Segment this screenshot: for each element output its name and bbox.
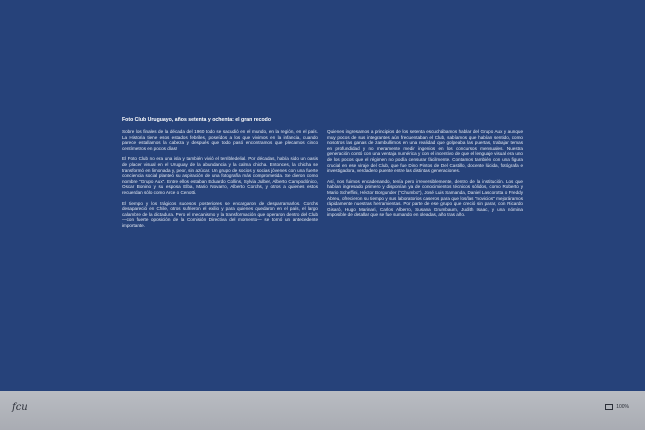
- zoom-label: 100%: [616, 404, 629, 410]
- bottom-toolbar: [0, 391, 645, 430]
- paragraph: El Foto Club no era una isla y también vivió el terribledelial. Por décadas, había sido un oasis de placer visual en el Uruguay de la abundancia y la calma chicha. Entonces, la chicha se transformó en limonada y, peor, sin azúcar. Un grupo de socios y socias jóvenes con una fuerte conciencia social planteó su aspiración de una fotografía más comprometida. Se dieron como nombre "Grupo Aux". Entre ellos estaban Eduardo Collins, Sylvia Julber, Alberto Campodónico, Oscar Bonino y su esposa Elba, Mario Novarro, Alberto Corchs, y otros a quienes estos recuerdan sólo como Arce o Cenotti.: [122, 156, 318, 195]
- left-column: [122, 129, 318, 234]
- zoom-control[interactable]: [605, 404, 629, 410]
- paragraph: Así, nos fuimos encadenando, tenía pero irreversiblemente, dentro de la institución. Los que habían ingresado primero y disponían ya de conocimientos técnicos sólidos, como Roberto y Mario Scheffini, Héctor Borgunder ("Chumbo"), José Luis Samanda, Daniel Lascorotta o Freddy Abreu, ofrecieron su tiempo y sus laboratorios caseros para que los/las "novicios" mejoráramos rápidamente nuestras herramientas. Por parte de ese grupo que creció sin parar, con Ricardo Gisaró, Hugo Marinari, Carlos Alberro, Susana Grumbaum, Judith Isaac, y una nómina imposible de detallar que se fue sumando en oleadas, año tras año.: [327, 178, 523, 218]
- right-column: [327, 129, 523, 223]
- article-title: Foto Club Uruguayo, años setenta y ochenta: el gran recodo: [122, 117, 272, 123]
- fit-page-icon: [605, 404, 613, 410]
- paragraph: El tiempo y los trágicos sucesos posteriores se encargaron de desparramarlos. Corchs desapareció en Chile, otros sufrieron el exilio y para quienes quedaron en el país, el largo calambre de la dictadura. Pero el mecanismo y la transformación que operaron dentro del Club —con fuerte oposición de la Comisión Directiva del momento— se tornó un antecedente importante.: [122, 200, 318, 228]
- signature-logo: fcu: [12, 402, 28, 413]
- paragraph: Sobre los finales de la década del 1960 todo se sacudió en el mundo, en la región, en el país. La Historia tiene esos estados febriles, poseídos a los que vivimos en la infancia, cuando parece estallamos la cabeza y después que todo pasó encontramos que plecamos cinco centímetros en pocos días!: [122, 129, 318, 151]
- paragraph: Quienes ingresamos a principios de los setenta escuchábamos hablar del Grupo Aux y aunque muy pocos de sus integrantes aún frecuentaban el Club, sabíamos que habían sentido, como nosotros las ganas de zambullirnos en una realidad que golpeaba las puertas, trabajar temas en profundidad y no meramente medir ingenios en los concursos mensuales. Nuestra generación contó con una ventaja numérica y con el incentivo de que el lenguaje visual era uno de los pocos que el régimen no podía censurar fácilmente. Contamos también con una figura crucial en ese viraje del Club, que fue Dino Pintos de Del Castillo, docente lúcida, fotógrafa e investigadora, verdadero puente entre las distintas generaciones.: [327, 129, 523, 174]
